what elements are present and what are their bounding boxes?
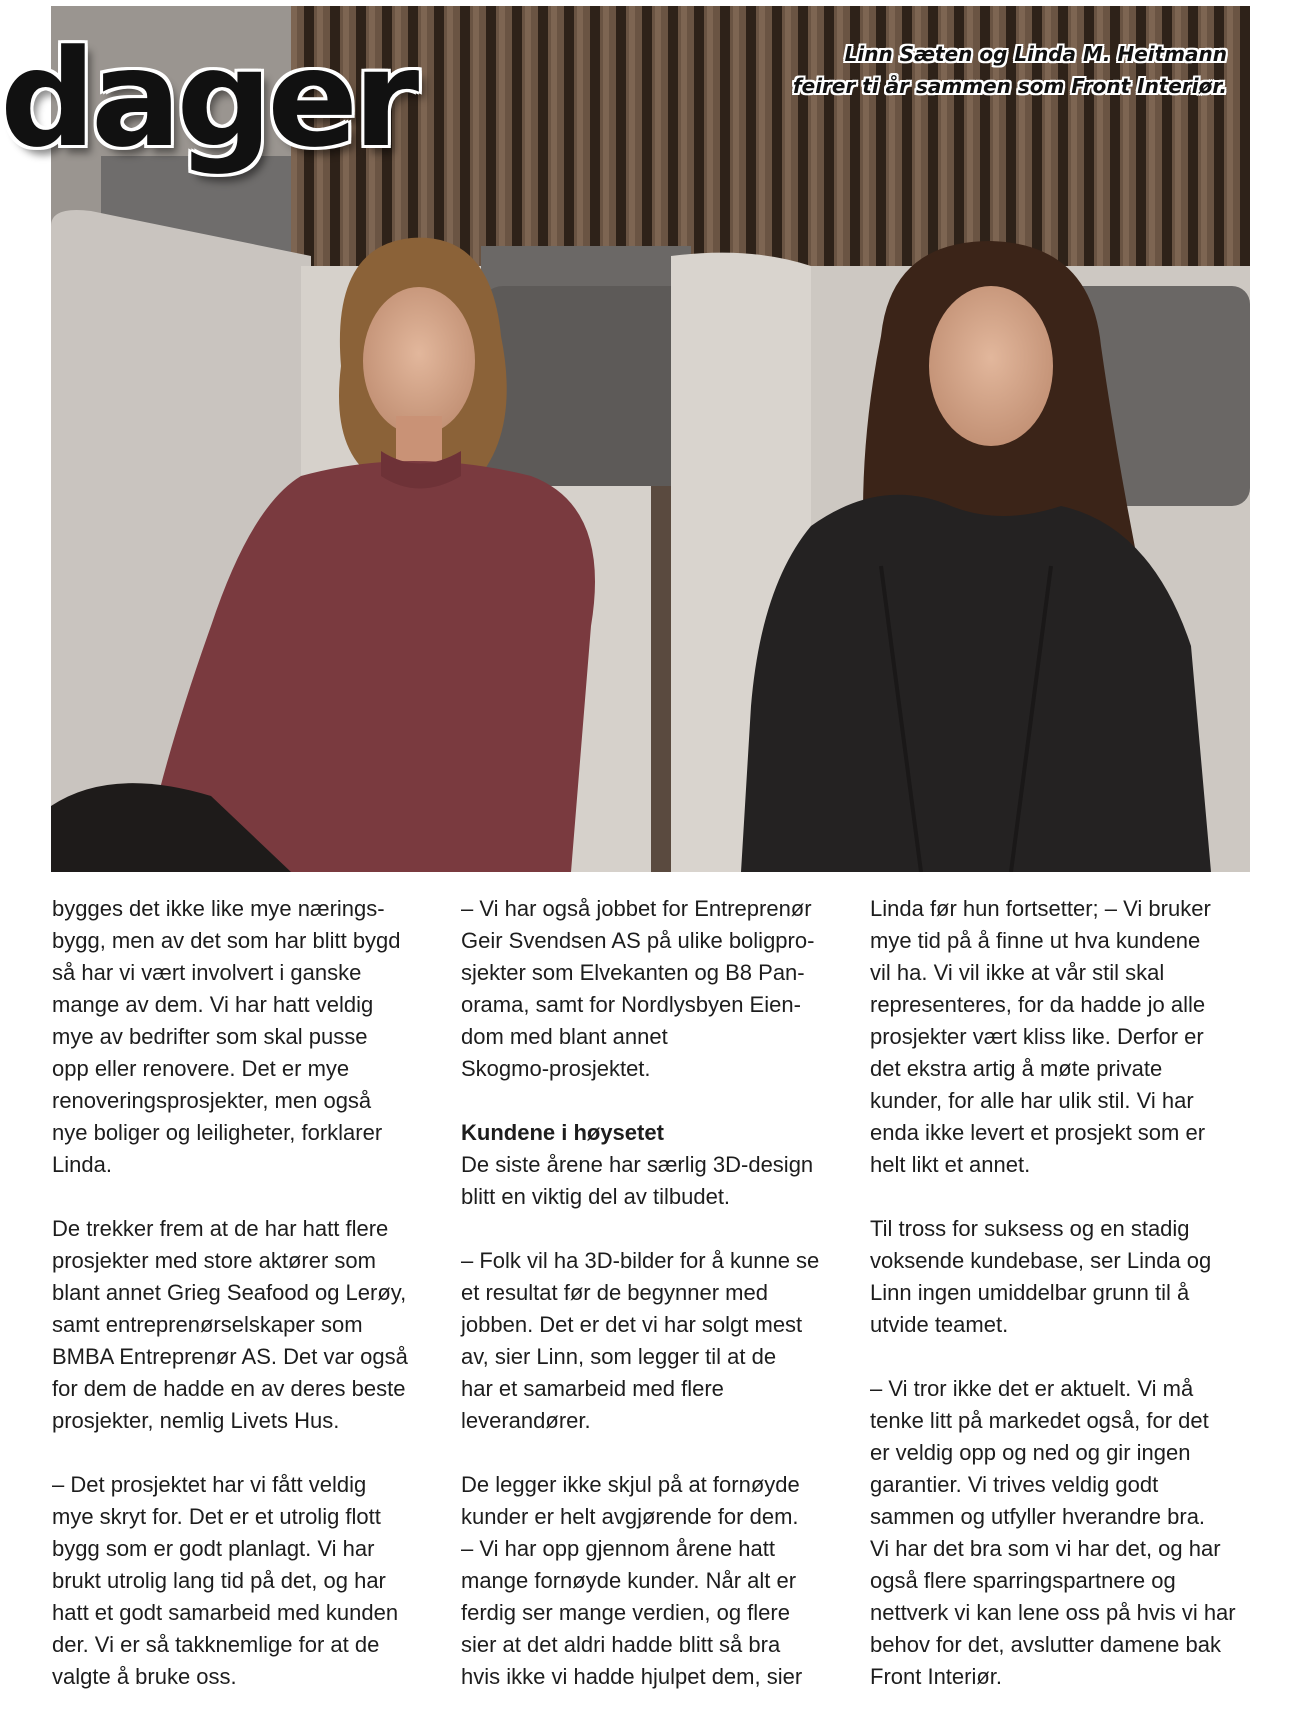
text-line: Vi har det bra som vi har det, og har bbox=[870, 1536, 1221, 1561]
text-line: valgte å bruke oss. bbox=[52, 1664, 237, 1689]
text-line: prosjekter, nemlig Livets Hus. bbox=[52, 1408, 340, 1433]
text-line: opp eller renovere. Det er mye bbox=[52, 1056, 350, 1081]
paragraph bbox=[52, 1213, 432, 1437]
text-line: samt entreprenørselskaper som bbox=[52, 1312, 363, 1337]
headline: dager bbox=[0, 21, 415, 177]
text-line: et resultat før de begynner med bbox=[461, 1280, 768, 1305]
text-line: bygges det ikke like mye nærings- bbox=[52, 896, 385, 921]
text-line: mye av bedrifter som skal pusse bbox=[52, 1024, 368, 1049]
text-line: De trekker frem at de har hatt flere bbox=[52, 1216, 389, 1241]
text-line: mye tid på å finne ut hva kundene bbox=[870, 928, 1201, 953]
text-line: hatt et godt samarbeid med kunden bbox=[52, 1600, 399, 1625]
text-line: leverandører. bbox=[461, 1408, 591, 1433]
text-line: mange av dem. Vi har hatt veldig bbox=[52, 992, 374, 1017]
caption-line: feirer ti år sammen som Front Interiør. bbox=[792, 74, 1227, 98]
text-line: garantier. Vi trives veldig godt bbox=[870, 1472, 1159, 1497]
text-line: nettverk vi kan lene oss på hvis vi har bbox=[870, 1600, 1236, 1625]
text-line: mye skryt for. Det er et utrolig flott bbox=[52, 1504, 381, 1529]
text-line: prosjekter med store aktører som bbox=[52, 1248, 376, 1273]
text-line: for dem de hadde en av deres beste bbox=[52, 1376, 406, 1401]
caption-line: Linn Sæten og Linda M. Heitmann bbox=[844, 42, 1227, 66]
text-line: utvide teamet. bbox=[870, 1312, 1009, 1337]
text-line: brukt utrolig lang tid på det, og har bbox=[52, 1568, 386, 1593]
text-line: sier at det aldri hadde blitt så bra bbox=[461, 1632, 781, 1657]
text-line: Linda før hun fortsetter; – Vi bruker bbox=[870, 896, 1211, 921]
text-column-1 bbox=[52, 893, 432, 1725]
text-line: De legger ikke skjul på at fornøyde bbox=[461, 1472, 800, 1497]
text-line: bygg som er godt planlagt. Vi har bbox=[52, 1536, 375, 1561]
text-line: prosjekter vært kliss like. Derfor er bbox=[870, 1024, 1204, 1049]
paragraph bbox=[870, 1373, 1250, 1693]
paragraph bbox=[461, 1469, 841, 1693]
text-line: mange fornøyde kunder. Når alt er bbox=[461, 1568, 797, 1593]
text-line: er veldig opp og ned og gir ingen bbox=[870, 1440, 1191, 1465]
paragraph bbox=[52, 893, 432, 1181]
text-line: behov for det, avslutter damene bak bbox=[870, 1632, 1221, 1657]
text-line: det ekstra artig å møte private bbox=[870, 1056, 1163, 1081]
text-line: kunder, for alle har ulik stil. Vi har bbox=[870, 1088, 1194, 1113]
text-line: tenke litt på markedet også, for det bbox=[870, 1408, 1209, 1433]
text-line: Geir Svendsen AS på ulike boligpro- bbox=[461, 928, 815, 953]
text-line: representeres, for da hadde jo alle bbox=[870, 992, 1206, 1017]
text-line: – Vi har også jobbet for Entreprenør bbox=[461, 896, 812, 921]
text-line: helt likt et annet. bbox=[870, 1152, 1031, 1177]
text-column-3 bbox=[870, 893, 1250, 1725]
text-line: blitt en viktig del av tilbudet. bbox=[461, 1184, 731, 1209]
text-line: enda ikke levert et prosjekt som er bbox=[870, 1120, 1206, 1145]
text-line: dom med blant annet bbox=[461, 1024, 668, 1049]
text-line: – Det prosjektet har vi fått veldig bbox=[52, 1472, 367, 1497]
photo-caption bbox=[667, 38, 1227, 102]
text-line: hvis ikke vi hadde hjulpet dem, sier bbox=[461, 1664, 803, 1689]
paragraph bbox=[52, 1469, 432, 1693]
text-line: sammen og utfyller hverandre bra. bbox=[870, 1504, 1206, 1529]
text-line: – Folk vil ha 3D-bilder for å kunne se bbox=[461, 1248, 820, 1273]
text-line: – Vi tror ikke det er aktuelt. Vi må bbox=[870, 1376, 1194, 1401]
paragraph bbox=[461, 893, 841, 1085]
text-line: Front Interiør. bbox=[870, 1664, 1003, 1689]
text-line: sjekter som Elvekanten og B8 Pan- bbox=[461, 960, 805, 985]
text-line: bygg, men av det som har blitt bygd bbox=[52, 928, 401, 953]
text-line: også flere sparringspartnere og bbox=[870, 1568, 1176, 1593]
text-line: så har vi vært involvert i ganske bbox=[52, 960, 362, 985]
text-line: vil ha. Vi vil ikke at vår stil skal bbox=[870, 960, 1165, 985]
paragraph bbox=[461, 1245, 841, 1437]
text-line: voksende kundebase, ser Linda og bbox=[870, 1248, 1212, 1273]
text-line: orama, samt for Nordlysbyen Eien- bbox=[461, 992, 801, 1017]
paragraph bbox=[461, 1149, 841, 1213]
text-line: – Vi har opp gjennom årene hatt bbox=[461, 1536, 775, 1561]
section-heading: Kundene i høysetet bbox=[461, 1120, 664, 1145]
text-line: ferdig ser mange verdien, og flere bbox=[461, 1600, 790, 1625]
text-line: Linda. bbox=[52, 1152, 112, 1177]
text-line: Linn ingen umiddelbar grunn til å bbox=[870, 1280, 1190, 1305]
text-column-2 bbox=[461, 893, 841, 1725]
text-line: BMBA Entreprenør AS. Det var også bbox=[52, 1344, 408, 1369]
text-line: Skogmo-prosjektet. bbox=[461, 1056, 651, 1081]
text-line: av, sier Linn, som legger til at de bbox=[461, 1344, 777, 1369]
text-line: renoveringsprosjekter, men også bbox=[52, 1088, 372, 1113]
text-line: der. Vi er så takknemlige for at de bbox=[52, 1632, 380, 1657]
text-line: blant annet Grieg Seafood og Lerøy, bbox=[52, 1280, 407, 1305]
paragraph bbox=[870, 893, 1250, 1181]
text-line: nye boliger og leiligheter, forklarer bbox=[52, 1120, 383, 1145]
text-line: Til tross for suksess og en stadig bbox=[870, 1216, 1190, 1241]
text-line: kunder er helt avgjørende for dem. bbox=[461, 1504, 799, 1529]
text-line: De siste årene har særlig 3D-design bbox=[461, 1152, 814, 1177]
paragraph bbox=[870, 1213, 1250, 1341]
text-line: jobben. Det er det vi har solgt mest bbox=[461, 1312, 803, 1337]
text-line: har et samarbeid med flere bbox=[461, 1376, 724, 1401]
